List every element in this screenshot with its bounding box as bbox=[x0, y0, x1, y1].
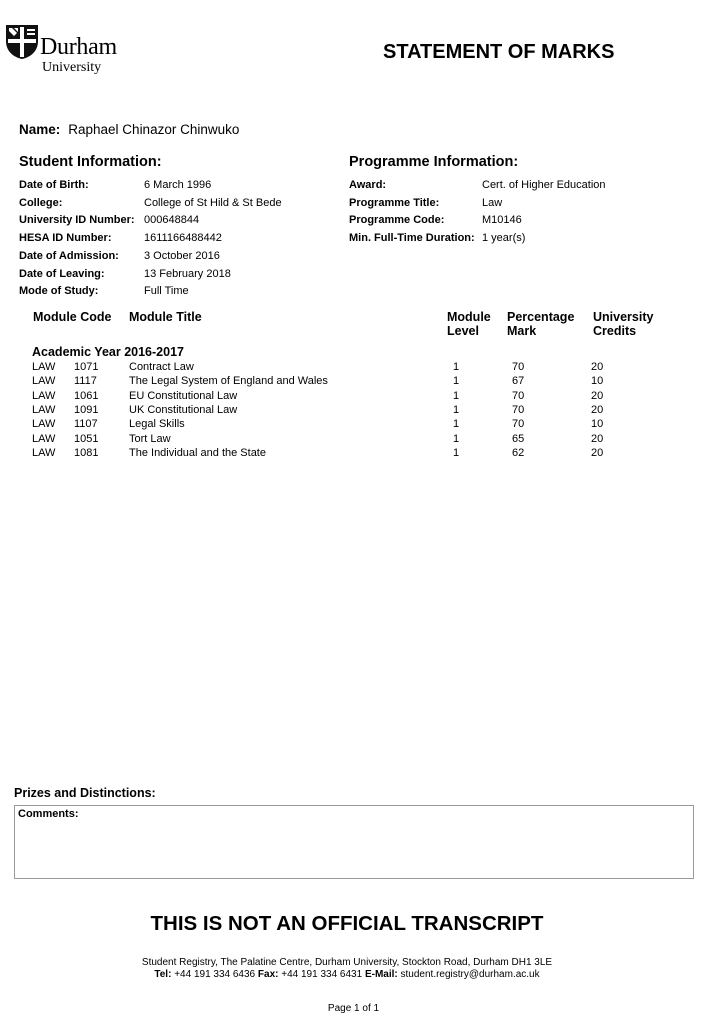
cell-module-title: Tort Law bbox=[129, 432, 171, 445]
cell-dept: LAW bbox=[32, 432, 56, 445]
tel-label: Tel: bbox=[154, 969, 172, 980]
cell-university-credits: 20 bbox=[591, 446, 604, 459]
durham-crest-icon bbox=[5, 24, 39, 60]
header-module-title: Module Title bbox=[129, 310, 202, 324]
cell-module-code: 1091 bbox=[74, 403, 99, 416]
cell-dept: LAW bbox=[32, 403, 56, 416]
programme-info-field-label: Min. Full-Time Duration: bbox=[349, 232, 475, 245]
cell-module-level: 1 bbox=[453, 403, 460, 416]
student-info-field-value: 3 October 2016 bbox=[144, 249, 220, 262]
prizes-label: Prizes and Distinctions: bbox=[14, 786, 156, 800]
email-label: E-Mail: bbox=[364, 969, 398, 980]
cell-module-code: 1081 bbox=[74, 446, 99, 459]
footer-address: Student Registry, The Palatine Centre, Durham University, Stockton Road, Durham DH1 3LE bbox=[141, 957, 553, 968]
student-info-field-label: Mode of Study: bbox=[19, 285, 99, 298]
cell-dept: LAW bbox=[32, 389, 56, 402]
cell-module-code: 1117 bbox=[74, 375, 97, 388]
cell-module-level: 1 bbox=[453, 389, 460, 402]
programme-info-field-value: 1 year(s) bbox=[482, 232, 526, 245]
table-row bbox=[0, 447, 707, 461]
programme-info-field-value: Cert. of Higher Education bbox=[482, 179, 606, 191]
header-level-line1: Module bbox=[447, 310, 491, 324]
header-module-code: Module Code bbox=[33, 310, 112, 324]
cell-module-code: 1051 bbox=[74, 432, 99, 445]
cell-percentage-mark: 62 bbox=[512, 446, 525, 459]
cell-module-title: Legal Skills bbox=[129, 418, 185, 431]
programme-info-field-label: Programme Code: bbox=[349, 214, 445, 227]
student-info-field-label: HESA ID Number: bbox=[19, 232, 112, 245]
student-info-field-value: 1611166488442 bbox=[144, 232, 222, 245]
cell-module-title: The Legal System of England and Wales bbox=[129, 375, 328, 388]
footer-contact bbox=[0, 969, 694, 981]
logo-sub: University bbox=[42, 60, 102, 75]
cell-module-level: 1 bbox=[453, 375, 460, 388]
student-info-field-label: University ID Number: bbox=[19, 214, 135, 227]
cell-percentage-mark: 70 bbox=[512, 403, 525, 416]
tel-value: +44 191 334 6436 bbox=[174, 969, 256, 980]
cell-module-level: 1 bbox=[453, 361, 460, 373]
cell-dept: LAW bbox=[32, 446, 56, 459]
cell-dept: LAW bbox=[32, 361, 56, 373]
academic-year: Academic Year 2016-2017 bbox=[32, 345, 184, 359]
student-info-field-label: College: bbox=[19, 196, 63, 209]
header-mark-line2: Mark bbox=[507, 324, 537, 338]
table-row bbox=[0, 390, 707, 404]
header-credits-line1: University bbox=[593, 310, 654, 324]
comments-label: Comments: bbox=[18, 808, 79, 820]
student-info-field-value: 13 February 2018 bbox=[144, 267, 231, 280]
cell-module-code: 1061 bbox=[74, 389, 99, 402]
cell-percentage-mark: 67 bbox=[512, 375, 525, 388]
student-info-field-value: 6 March 1996 bbox=[144, 179, 212, 191]
cell-percentage-mark: 65 bbox=[512, 432, 525, 445]
table-row bbox=[0, 375, 707, 389]
student-info-field-label: Date of Admission: bbox=[19, 249, 119, 262]
student-info-field-value: 000648844 bbox=[144, 214, 200, 227]
fax-value: +44 191 334 6431 bbox=[281, 969, 363, 980]
cell-module-level: 1 bbox=[453, 418, 460, 431]
unofficial-notice: THIS IS NOT AN OFFICIAL TRANSCRIPT bbox=[150, 912, 544, 935]
cell-university-credits: 10 bbox=[591, 375, 604, 388]
cell-module-code: 1071 bbox=[74, 361, 99, 373]
table-row bbox=[0, 404, 707, 418]
programme-info-field-value: M10146 bbox=[482, 214, 522, 227]
programme-info-title: Programme Information: bbox=[349, 154, 519, 170]
programme-info-field-label: Programme Title: bbox=[349, 196, 440, 209]
cell-university-credits: 10 bbox=[591, 418, 604, 431]
cell-module-title: EU Constitutional Law bbox=[129, 389, 238, 402]
student-info-field-value: College of St Hild & St Bede bbox=[144, 196, 282, 209]
logo-name: Durham bbox=[40, 34, 117, 60]
page-number: Page 1 of 1 bbox=[327, 1003, 380, 1014]
cell-university-credits: 20 bbox=[591, 432, 604, 445]
cell-module-level: 1 bbox=[453, 432, 460, 445]
name-label: Name: bbox=[19, 122, 61, 137]
cell-university-credits: 20 bbox=[591, 403, 604, 416]
cell-dept: LAW bbox=[32, 375, 56, 388]
cell-percentage-mark: 70 bbox=[512, 361, 525, 373]
table-row bbox=[0, 361, 707, 375]
programme-info-field-value: Law bbox=[482, 196, 503, 209]
header-university-credits bbox=[593, 310, 653, 338]
header-level-line2: Level bbox=[447, 324, 479, 338]
cell-module-title: Contract Law bbox=[129, 361, 194, 373]
table-row bbox=[0, 433, 707, 447]
name-value: Raphael Chinazor Chinwuko bbox=[68, 122, 240, 137]
cell-university-credits: 20 bbox=[591, 389, 604, 402]
cell-module-level: 1 bbox=[453, 446, 460, 459]
cell-dept: LAW bbox=[32, 418, 56, 431]
table-row bbox=[0, 418, 707, 432]
student-name bbox=[19, 122, 239, 138]
header-mark-line1: Percentage bbox=[507, 310, 575, 324]
student-info-field-value: Full Time bbox=[144, 285, 189, 298]
student-info-field-label: Date of Birth: bbox=[19, 179, 89, 191]
fax-label: Fax: bbox=[257, 969, 279, 980]
header-percentage-mark bbox=[507, 310, 574, 338]
cell-percentage-mark: 70 bbox=[512, 389, 525, 402]
cell-module-title: UK Constitutional Law bbox=[129, 403, 238, 416]
cell-module-title: The Individual and the State bbox=[129, 446, 266, 459]
comments-box bbox=[14, 805, 694, 879]
student-info-field-label: Date of Leaving: bbox=[19, 267, 105, 280]
page-title: STATEMENT OF MARKS bbox=[383, 41, 615, 63]
cell-percentage-mark: 70 bbox=[512, 418, 525, 431]
header-module-level bbox=[447, 310, 491, 338]
cell-module-code: 1107 bbox=[74, 418, 98, 431]
cell-university-credits: 20 bbox=[591, 361, 604, 373]
student-info-title: Student Information: bbox=[19, 154, 162, 170]
email-value: student.registry@durham.ac.uk bbox=[400, 969, 540, 980]
header-credits-line2: Credits bbox=[593, 324, 637, 338]
programme-info-field-label: Award: bbox=[349, 179, 387, 191]
